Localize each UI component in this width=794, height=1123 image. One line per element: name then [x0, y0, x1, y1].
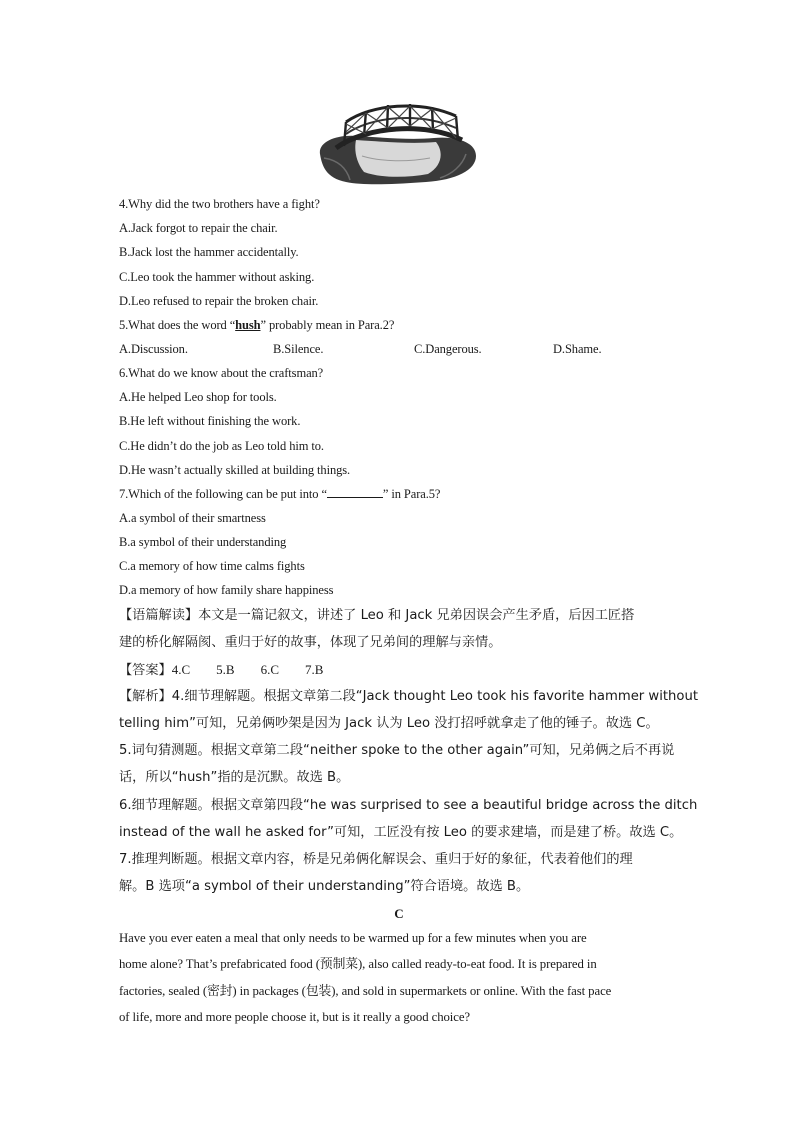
keyword-hush: hush [235, 318, 261, 332]
q6-stem: 6.What do we know about the craftsman? [119, 366, 324, 380]
q5-option-d: D.Shame. [553, 342, 602, 356]
explanation-line8: 解。B 选项“a symbol of their understanding”符合语境。故选 B。 [119, 879, 530, 894]
explanation-line3: 5.词句猜测题。根据文章第二段“neither spoke to the other again”可知，兄弟俩之后不再说 [119, 743, 675, 758]
explanation-line2: telling him”可知，兄弟俩吵架是因为 Jack 认为 Leo 没打招呼就拿走了他的锤子。故选 C。 [119, 716, 659, 731]
q7-option-d: D.a memory of how family share happiness [119, 583, 334, 597]
q7-stem-prefix: 7.Which of the following can be put into “ [119, 487, 327, 501]
q6-option-a: A.He helped Leo shop for tools. [119, 390, 277, 404]
answer-label: 【答案】 [119, 663, 172, 678]
bridge-illustration [316, 96, 480, 188]
q4-option-c: C.Leo took the hammer without asking. [119, 270, 315, 284]
q5-stem-prefix: 5.What does the word “ [119, 318, 236, 332]
answer-6: 6.C [260, 662, 280, 677]
q7-stem-suffix: ” in Para.5? [382, 487, 441, 501]
q6-option-c: C.He didn’t do the job as Leo told him to. [119, 439, 324, 453]
reading-summary-line2: 建的桥化解隔阂、重归于好的故事，体现了兄弟间的理解与亲情。 [119, 635, 502, 650]
q4-option-a: A.Jack forgot to repair the chair. [119, 221, 278, 235]
q5-option-b: B.Silence. [273, 342, 324, 356]
q7-option-a: A.a symbol of their smartness [119, 511, 266, 525]
answer-4: 4.C [171, 662, 191, 677]
passage-line3: factories, sealed (密封) in packages (包装), and sold in supermarkets or online. With the fast pace [119, 984, 612, 998]
reading-summary-line1: 【语篇解读】本文是一篇记叙文，讲述了 Leo 和 Jack 兄弟因误会产生矛盾，后因工匠搭 [119, 608, 635, 623]
q4-option-b: B.Jack lost the hammer accidentally. [119, 245, 299, 259]
explanation-line5: 6.细节理解题。根据文章第四段“he was surprised to see a beautiful bridge across the ditch [119, 798, 698, 813]
q6-option-b: B.He left without finishing the work. [119, 414, 301, 428]
section-heading: C [394, 906, 404, 921]
q5-option-a: A.Discussion. [119, 342, 188, 356]
passage-line1: Have you ever eaten a meal that only needs to be warmed up for a few minutes when you are [119, 931, 587, 945]
answer-key [119, 661, 323, 680]
passage-line4: of life, more and more people choose it, but is it really a good choice? [119, 1010, 470, 1024]
q6-option-d: D.He wasn’t actually skilled at building things. [119, 463, 351, 477]
passage-line2: home alone? That’s prefabricated food (预制菜), also called ready-to-eat food. It is prepared in [119, 957, 597, 971]
explanation-line1: 【解析】4.细节理解题。根据文章第二段“Jack thought Leo took his favorite hammer without [119, 689, 698, 704]
q5-option-c: C.Dangerous. [414, 342, 482, 356]
q4-option-d: D.Leo refused to repair the broken chair. [119, 294, 319, 308]
answer-7: 7.B [305, 662, 324, 677]
q7-stem [119, 486, 440, 502]
explanation-line7: 7.推理判断题。根据文章内容，桥是兄弟俩化解误会、重归于好的象征，代表着他们的理 [119, 852, 633, 867]
q7-option-c: C.a memory of how time calms fights [119, 559, 305, 573]
q4-stem: 4.Why did the two brothers have a fight? [119, 197, 320, 211]
explanation-line4: 话，所以“hush”指的是沉默。故选 B。 [119, 770, 350, 785]
q5-stem-suffix: ” probably mean in Para.2? [260, 318, 395, 332]
q5-stem [119, 317, 394, 333]
q7-option-b: B.a symbol of their understanding [119, 535, 287, 549]
answer-5: 5.B [216, 662, 235, 677]
answer-blank [327, 486, 383, 498]
explanation-line6: instead of the wall he asked for”可知，工匠没有按 Leo 的要求建墙，而是建了桥。故选 C。 [119, 825, 683, 840]
